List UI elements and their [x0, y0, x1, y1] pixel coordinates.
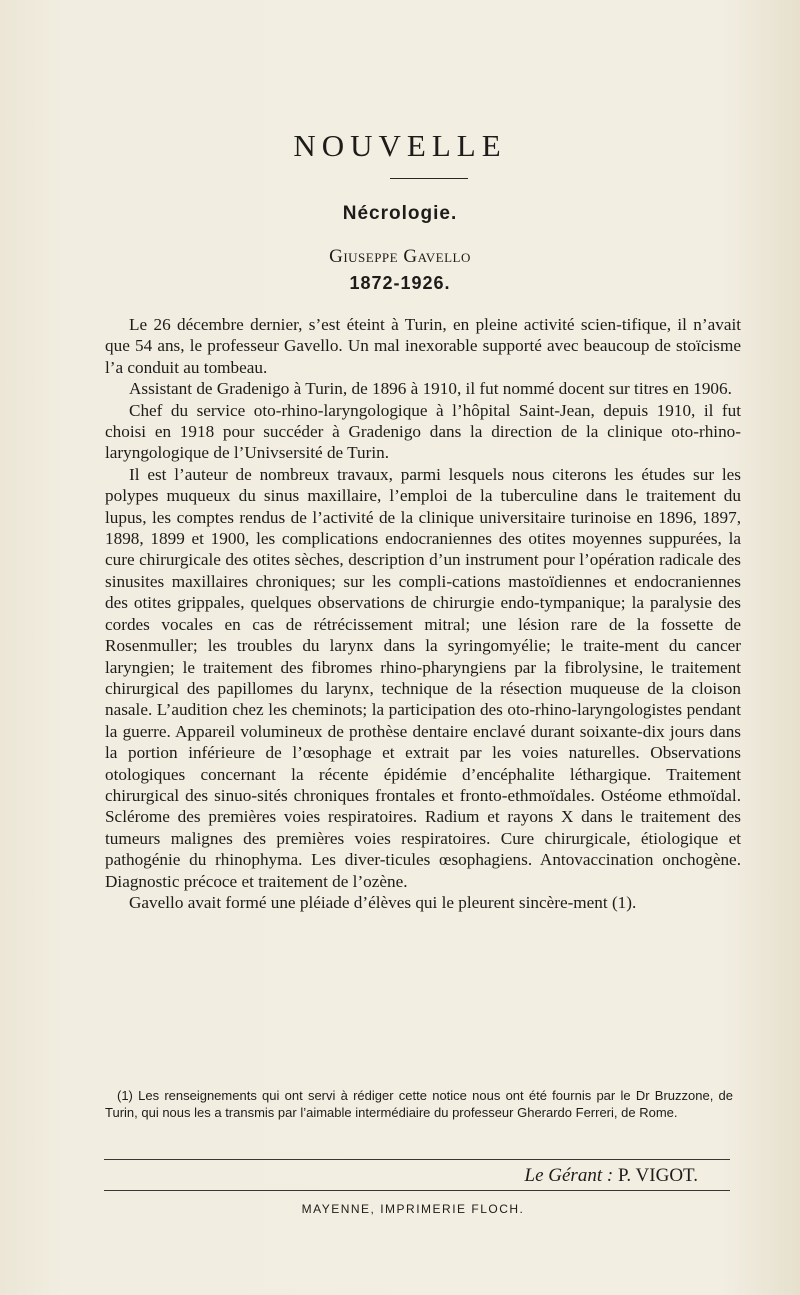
printer-line: MAYENNE, IMPRIMERIE FLOCH.	[301, 1202, 525, 1216]
footnote	[105, 1087, 733, 1121]
paragraph: Gavello avait formé une pléiade d’élèves qui le pleurent sincère-ment (1).	[129, 892, 637, 912]
footer-divider-top	[104, 1159, 730, 1160]
paragraph: Il est l’auteur de nombreux travaux, parmi lesquels nous citerons les études sur les polypes muqueux du sinus maxillaire, l’emploi de la tuberculine dans le traitement du lupus, les comptes rendus de l’activité de la clinique universitaire turinoise en 1896, 1897, 1898, 1899 et 1900, les complications endocraniennes des otites moyennes suppurées, la cure chirurgicale des otites sèches, description d’un instrument pour l’opération radicale des sinusites maxillaires chroniques; sur les compli-cations mastoïdiennes et endocraniennes des otites grippales, quelques observations de chirurgie endo-tympanique; la paralysie des cordes vocales en cas de rétrécissement mitral; une lésion rare de la fossette de Rosenmuller; les troubles du larynx dans la syringomyélie; le traite-ment du cancer laryngien; le traitement des fibromes rhino-pharyngiens par la fibrolysine, le traitement chirurgical des papillomes du larynx, technique de la résection muqueuse de la cloison nasale. L’audition chez les cheminots; la participation des oto-rhino-laryngologistes pendant la guerre. Appareil volumineux de prothèse dentaire enclavé durant soixante-dix jours dans la portion inférieure de l’œsophage et extrait par les voies naturelles. Observations otologiques concernant la récente épidémie d’encéphalite léthargique. Traitement chirurgical des sinuo-sités chroniques frontales et fronto-ethmoïdales. Ostéome ethmoïdal. Sclérome des premières voies respiratoires. Radium et rayons X dans le traitement des tumeurs malignes des premières voies respiratoires. Cure chirurgicale, étiologique et pathogénie du rhinophyma. Les diver-ticules œsophagiens. Antovaccination onchogène. Diagnostic précoce et traitement de l’ozène.	[105, 464, 741, 891]
gerant-name: P. VIGOT.	[617, 1165, 698, 1186]
section-heading: Nécrologie.	[342, 203, 458, 224]
gerant-label: Le Gérant :	[524, 1165, 614, 1186]
life-years: 1872-1926.	[349, 273, 451, 293]
page-title: NOUVELLE	[293, 128, 507, 163]
paragraph: Chef du service oto-rhino-laryngologique à l’hôpital Saint-Jean, depuis 1910, il fut choisi en 1918 pour succéder à Gradenigo dans la direction de la clinique oto-rhino-laryngologique de l’Univsersité de Turin.	[105, 400, 741, 463]
article-body	[105, 314, 741, 913]
footer-divider-bottom	[104, 1190, 730, 1191]
title-divider	[390, 178, 468, 179]
person-name: Giuseppe Gavello	[329, 246, 471, 267]
paragraph: Le 26 décembre dernier, s’est éteint à Turin, en pleine activité scien-tifique, il n’avait que 54 ans, le professeur Gavello. Un mal inexorable supporté avec beaucoup de stoïcisme l’a conduit au tombeau.	[105, 315, 741, 377]
footnote-text: (1) Les renseignements qui ont servi à rédiger cette notice nous ont été fournis par le Dr Bruzzone, de Turin, qui nous les a transmis par l’aimable intermédiaire du professeur Gherardo Ferreri, de Rome.	[105, 1088, 733, 1120]
paragraph: Assistant de Gradenigo à Turin, de 1896 à 1910, il fut nommé docent sur titres en 1906.	[129, 379, 732, 399]
gerant-line	[525, 1165, 698, 1187]
